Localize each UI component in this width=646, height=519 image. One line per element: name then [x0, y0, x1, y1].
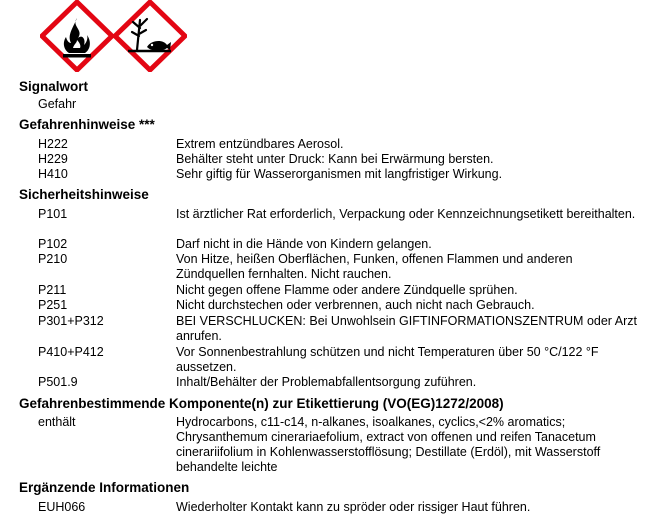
precaution-text: Inhalt/Behälter der Problemabfallentsorgung zuführen.	[176, 375, 477, 389]
precaution-text: BEI VERSCHLUCKEN: Bei Unwohlsein GIFTINFORMATIONSZENTRUM oder Arzt anrufen.	[176, 314, 637, 343]
precaution-text: Darf nicht in die Hände von Kindern gelangen.	[176, 237, 432, 251]
components-label: enthält	[38, 415, 76, 429]
precaution-text: Nicht durchstechen oder verbrennen, auch nicht nach Gebrauch.	[176, 298, 535, 312]
supplementary-heading: Ergänzende Informationen	[19, 480, 190, 495]
precaution-code: P501.9	[38, 375, 78, 389]
precaution-text: Von Hitze, heißen Oberflächen, Funken, offenen Flammen und anderen Zündquellen fernhalten. Nicht rauchen.	[176, 252, 573, 281]
precaution-text: Nicht gegen offene Flamme oder andere Zündquelle sprühen.	[176, 283, 518, 297]
precaution-code: P211	[38, 283, 67, 297]
hazard-code: H222	[38, 137, 68, 151]
hazard-statements-heading: Gefahrenhinweise ***	[19, 117, 155, 132]
signal-word: Gefahr	[38, 97, 77, 111]
precaution-code: P301+P312	[38, 314, 104, 328]
hazard-code: H410	[38, 167, 68, 181]
precaution-statements-heading: Sicherheitshinweise	[19, 187, 149, 202]
supplementary-text: Wiederholter Kontakt kann zu spröder oder rissiger Haut führen.	[176, 500, 531, 514]
supplementary-code: EUH066	[38, 500, 86, 514]
hazard-text: Sehr giftig für Wasserorganismen mit langfristiger Wirkung.	[176, 167, 503, 181]
hazard-code: H229	[38, 152, 68, 166]
environment-icon	[113, 0, 187, 72]
precaution-code: P210	[38, 252, 68, 266]
precaution-text: Vor Sonnenbestrahlung schützen und nicht Temperaturen über 50 °C/122 °F aussetzen.	[176, 345, 599, 374]
precaution-code: P410+P412	[38, 345, 104, 359]
precaution-text: Ist ärztlicher Rat erforderlich, Verpackung oder Kennzeichnungsetikett bereithalten.	[176, 207, 636, 221]
flame-icon	[40, 0, 114, 72]
components-heading: Gefahrenbestimmende Komponente(n) zur Etikettierung (VO(EG)1272/2008)	[19, 396, 504, 411]
precaution-code: P102	[38, 237, 68, 251]
precaution-code: P101	[38, 207, 68, 221]
signal-word-heading: Signalwort	[19, 79, 89, 94]
hazard-text: Extrem entzündbares Aerosol.	[176, 137, 344, 151]
hazard-text: Behälter steht unter Druck: Kann bei Erwärmung bersten.	[176, 152, 494, 166]
components-text: Hydrocarbons, c11-c14, n-alkanes, isoalkanes, cyclics,<2% aromatics; Chrysanthemum cinerariaefolium, extract von offenen und reifen Tanacetum cinerariifolium in Kohlenwasserstofflösung; Destillate (Erdöl), mit Wasserstoff behandelte leichte	[176, 415, 601, 474]
precaution-code: P251	[38, 298, 68, 312]
